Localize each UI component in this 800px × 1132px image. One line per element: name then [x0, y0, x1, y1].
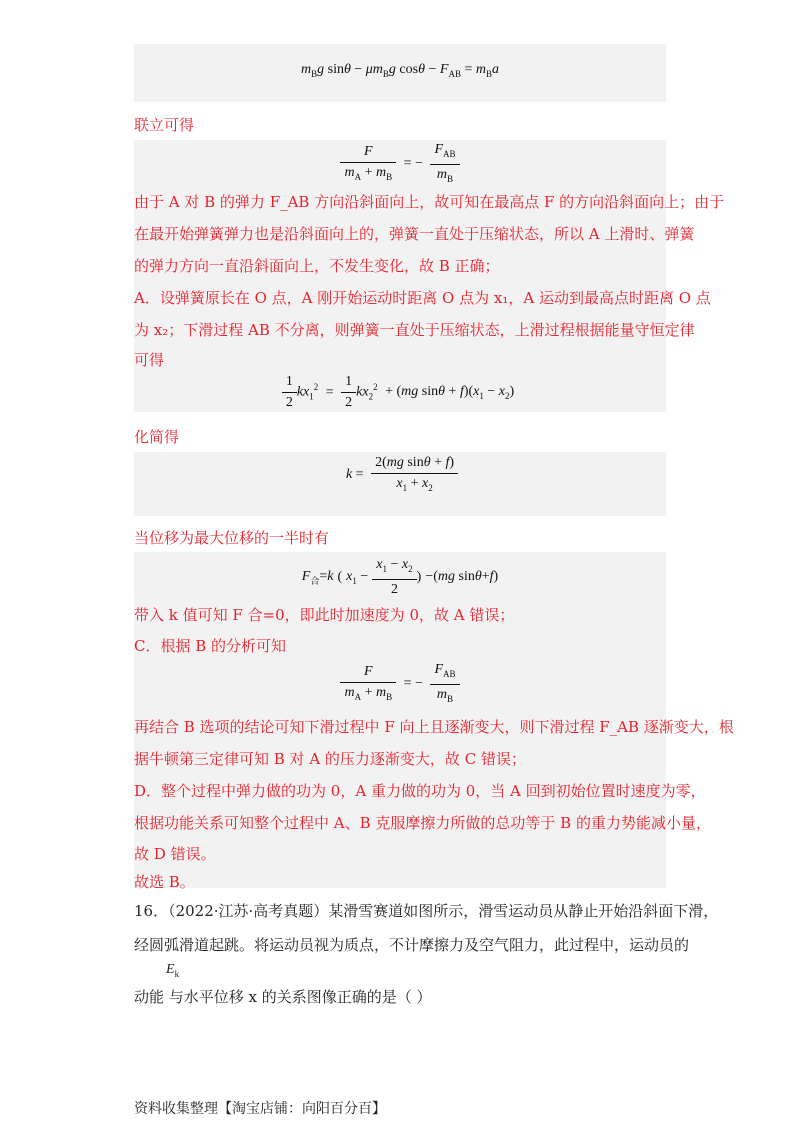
paragraph-c-1: C．根据 B 的分析可知	[134, 637, 287, 655]
equation-k: k = $\frac{\text{2(mg sinθ + f)}}{x_1 + x_2}$	[134, 453, 666, 498]
question-line-1: 16．（2022·江苏·高考真题）某滑雪赛道如图所示，滑雪运动员从静止开始沿斜面下滑，	[134, 902, 719, 920]
footer-source: 资料收集整理【淘宝店铺：向阳百分百】	[134, 1101, 386, 1117]
paragraph-c-2: 再结合 B 选项的结论可知下滑过程中 F 向上且逐渐变大，则下滑过程 F_AB 逐渐变大，根	[134, 718, 734, 736]
kinetic-energy-symbol: $E_k$	[166, 962, 180, 979]
paragraph-d-2: 根据功能关系可知整个过程中 A、B 克服摩擦力所做的总功等于 B 的重力势能减小量，	[134, 814, 711, 832]
paragraph-b-2: 在最开始弹簧弹力也是沿斜面向上的，弹簧一直处于压缩状态，所以 A 上滑时、弹簧	[134, 225, 695, 243]
combine-label: 联立可得	[134, 116, 195, 134]
equation-energy: $\frac{1}{2}$ $kx_1^2$ = $\frac{1}{2}$ $kx_2^2 + (mg$ $\sin\theta + f)(x_1 - x_2)$	[134, 372, 666, 413]
paragraph-a-2: 为 x₂；下滑过程 AB 不分离，则弹簧一直处于压缩状态，上滑过程根据能量守恒定律	[134, 321, 695, 339]
paragraph-d-3: 故 D 错误。	[134, 845, 216, 863]
question-line-2: 经圆弧滑道起跳。将运动员视为质点，不计摩擦力及空气阻力，此过程中，运动员的	[134, 936, 690, 954]
paragraph-b-3: 的弹力方向一直沿斜面向上，不发生变化，故 B 正确；	[134, 257, 500, 275]
paragraph-a-1: A．设弹簧原长在 O 点，A 刚开始运动时距离 O 点为 x₁，A 运动到最高点时距离 O 点	[134, 289, 711, 307]
paragraph-b-1: 由于 A 对 B 的弹力 F_AB 方向沿斜面向上，故可知在最高点 F 的方向沿斜面向上；由于	[134, 193, 725, 211]
simplify-label: 化简得	[134, 428, 180, 446]
half-displacement-label: 当位移为最大位移的一半时有	[134, 529, 330, 547]
answer-line: 故选 B。	[134, 873, 195, 891]
equation-ratio: $\frac{F}{m_A + m_B}$ = − $\frac{F_{AB}}{m_B}$	[134, 140, 666, 189]
paragraph-a-3: 可得	[134, 351, 165, 369]
equation-half: $F_合=k$ ( $x_1$ − $\frac{x_1 - x_2}{2}$ ) −(mg sinθ+f)	[301, 557, 499, 597]
paragraph-d-1: D．整个过程中弹力做的功为 0，A 重力做的功为 0，当 A 回到初始位置时速度为零，	[134, 782, 706, 800]
paragraph-a-4: 带入 k 值可知 F 合=0，即此时加速度为 0，故 A 错误；	[134, 606, 515, 624]
equation-force-b: $m_Bg$ $\sin\theta - \mu m_Bg$ $\cos\theta - F_{AB} = m_Ba$	[300, 62, 500, 79]
paragraph-c-3: 据牛顿第三定律可知 B 对 A 的压力逐渐变大，故 C 错误；	[134, 750, 526, 768]
equation-ratio-2: $\frac{F}{m_A + m_B}$ = − $\frac{F_{AB}}{m_B}$	[134, 660, 666, 709]
question-line-3: 动能 与水平位移 x 的关系图像正确的是（ ）	[134, 988, 432, 1006]
